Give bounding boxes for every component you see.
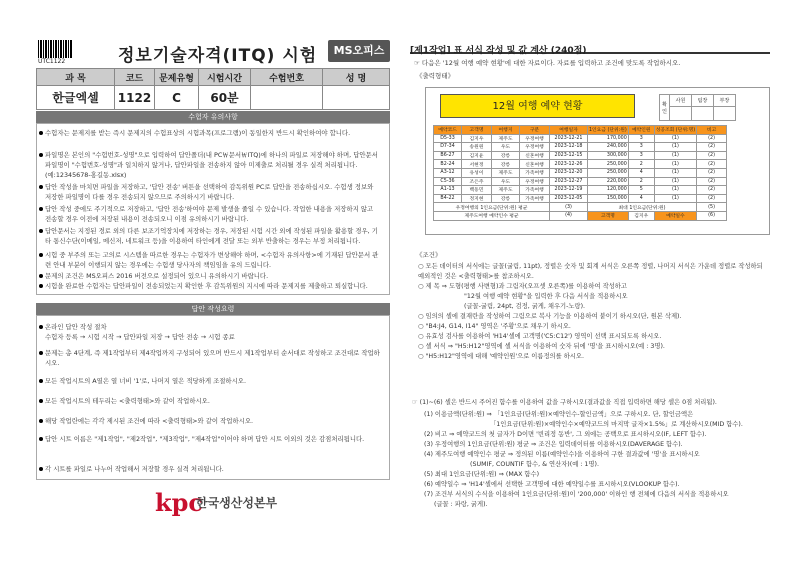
- table-cell: (2): [697, 151, 727, 160]
- table-cell: 강릉: [492, 194, 520, 203]
- table-cell: 제주도: [492, 134, 520, 143]
- column-header: 성공조회 (단위:명): [654, 126, 696, 135]
- info-value: C: [155, 86, 199, 110]
- column-header: 예약인원: [628, 126, 654, 135]
- func-item: (3) 우정여행의 1인요금(단위:원) 평균 ⇒ 조건은 입력데이터를 이용하시오(DAVERAGE 함수).: [424, 441, 683, 448]
- table-cell: 2023-12-19: [550, 186, 588, 195]
- answer-item: 각 시트를 파일로 나누어 작업해서 저장할 경우 실격 처리됩니다.: [45, 464, 380, 474]
- table-cell: 4: [628, 168, 654, 177]
- table-row: [434, 186, 727, 195]
- info-value: [251, 86, 323, 110]
- footer-cell: (3): [550, 203, 588, 212]
- table-cell: (1): [654, 151, 696, 160]
- column-header: 여행일자: [550, 126, 588, 135]
- info-header: 시험시간: [199, 69, 251, 86]
- table-cell: (1): [654, 160, 696, 169]
- table-cell: 2023-12-26: [550, 160, 588, 169]
- func-item: (2) 비고 ⇒ 예약코드의 첫 글자가 D이면 '빈리정 동반', 그 외에는 공백으로 표시하시오(IF, LEFT 함수).: [424, 431, 707, 438]
- footer-cell: 제주도여행 예약인수 평균: [434, 211, 550, 220]
- answer-box: [36, 315, 390, 480]
- table-cell: 신혼여행: [520, 151, 550, 160]
- footer-row: [434, 203, 727, 212]
- table-cell: 170,000: [588, 134, 629, 143]
- table-cell: 4: [628, 194, 654, 203]
- table-cell: B4-22: [434, 194, 462, 203]
- table-cell: 240,000: [588, 143, 629, 152]
- table-cell: D7-34: [434, 143, 462, 152]
- kpc-logo: kpc: [155, 488, 204, 517]
- task-title: [제1작업] 표 서식 작성 및 값 계산 (240점): [410, 46, 587, 56]
- table-cell: 서현정: [462, 160, 492, 169]
- answer-item: 답안 시트 이름은 "제1작업", "제2작업", "제3작업", "제4작업"이어야 하며 답안 시트 이외의 것은 감점처리됩니다.: [45, 434, 380, 444]
- table-cell: 백동민: [462, 186, 492, 195]
- table-cell: A1-13: [434, 186, 462, 195]
- table-row: [434, 168, 727, 177]
- func-item: (5) 최대 1인요금(단위:원) ⇒ (MAX 함수): [424, 471, 540, 478]
- table-cell: 2: [628, 160, 654, 169]
- table-cell: 2023-12-15: [550, 151, 588, 160]
- column-header: 여행지: [492, 126, 520, 135]
- info-header: 수험번호: [251, 69, 323, 86]
- table-cell: 우정여행: [520, 143, 550, 152]
- table-cell: 우도: [492, 177, 520, 186]
- table-cell: 220,000: [588, 177, 629, 186]
- table-cell: 250,000: [588, 168, 629, 177]
- answer-item: 온라인 답안 작성 절차 수험자 등록 → 시험 시작 → 답안파일 저장 → 답안 전송 → 시험 종료: [45, 322, 380, 342]
- approval-head: 사원: [670, 95, 692, 107]
- table-cell: (1): [654, 194, 696, 203]
- condition-item: ○ 유효성 검사를 이용하여 'H14'셀에 고객명('C5:C12') 영역이 선택 표시되도록 하시오.: [418, 333, 662, 340]
- column-header: 구분: [520, 126, 550, 135]
- header-row: [434, 126, 727, 135]
- table-cell: 2023-12-27: [550, 177, 588, 186]
- function-list: [424, 410, 774, 510]
- table-cell: 2023-12-21: [550, 134, 588, 143]
- conditions-label: 《조건》: [416, 251, 442, 259]
- info-header: 과 목: [37, 69, 115, 86]
- table-cell: 가족여행: [520, 194, 550, 203]
- table-cell: C5-36: [434, 177, 462, 186]
- table-cell: 제주도: [492, 186, 520, 195]
- table-cell: 정지현: [462, 194, 492, 203]
- output-sheet: [425, 87, 770, 235]
- notice-item: 문제의 조건은 MS오피스 2016 버전으로 설정되어 있으니 유의하시기 바랍니다.: [45, 271, 380, 281]
- info-header: 성 명: [323, 69, 390, 86]
- table-cell: (2): [697, 194, 727, 203]
- table-row: [434, 143, 727, 152]
- table-cell: 김지윤: [462, 151, 492, 160]
- notice-item: 답안 작성을 마치면 파일을 저장하고, '답안 전송' 버튼을 선택하여 감독위원 PC로 답안을 전송하십시오. 수험생 정보와 저장한 파일명이 다를 경우 전송되지 않으므로 주의하시기 바랍니다.: [45, 182, 380, 202]
- table-cell: 3: [628, 143, 654, 152]
- condition-item: ○ "H5:H12"영역에 대해 '예약인원'으로 이름정의를 하시오.: [418, 353, 584, 360]
- condition-item: ○ 셀 서식 ⇒ "H5:H12"영역에 셀 서식을 이용하여 숫자 뒤에 '명'을 표시하시오(예 : 3명).: [418, 343, 665, 350]
- table-cell: 120,000: [588, 186, 629, 195]
- table-cell: 우정여행: [520, 177, 550, 186]
- func-item: (1) 이용금액(단위:원) ⇒ 「1인요금(단위:원)×예약인수-할인금액」으로 구하시오. 단, 할인금액은: [424, 411, 694, 418]
- notice-item: 파일명은 본인의 "수험번호-성명"으로 입력하여 답안폴더(내 PC￦문서￦ITQ)에 하나의 파일로 저장해야 하며, 답안문서 파일명이 "수험번호-성명"과 일치하지 않거나, 답안파일을 전송하지 않아 미제출로 처리될 경우 실격 처리됩니다.(예:12345678-홍길동.xlsx): [45, 150, 380, 180]
- table-row: [434, 194, 727, 203]
- table-cell: 김지우: [462, 134, 492, 143]
- table-cell: 제주도: [492, 168, 520, 177]
- column-header: 예약코드: [434, 126, 462, 135]
- org-name: 한국생산성본부: [196, 496, 278, 510]
- table-cell: A3-12: [434, 168, 462, 177]
- table-row: [434, 151, 727, 160]
- approval-head: 팀장: [692, 95, 714, 107]
- func-item: (4) 제주도여행 예약인수 평균 ⇒ 정의된 이름(예약인수)을 이용하여 구한 결과값에 '명'을 표시하시오: [424, 451, 700, 458]
- table-cell: 우도: [492, 143, 520, 152]
- footer-cell: (6): [697, 211, 727, 220]
- table-row: [434, 160, 727, 169]
- table-cell: (2): [697, 168, 727, 177]
- table-cell: 송원원: [462, 143, 492, 152]
- approval-head: 부장: [714, 95, 736, 107]
- table-cell: (1): [654, 177, 696, 186]
- conditions-list: [418, 262, 770, 362]
- table-cell: (2): [697, 160, 727, 169]
- table-cell: 신혼여행: [520, 160, 550, 169]
- footer-cell: 우정여행의 1인요금(단위:원) 평균: [434, 203, 550, 212]
- output-label: 《출력형태》: [416, 72, 455, 80]
- footer-cell: 김지우: [628, 211, 654, 220]
- task-header: [410, 38, 770, 54]
- exam-title: 정보기술자격(ITQ) 시험: [118, 46, 318, 66]
- notice-title: 수험자 유의사항: [36, 111, 390, 123]
- answer-title: 답안 작성요령: [36, 303, 390, 315]
- notice-item: 수험자는 문제지를 받는 즉시 문제지의 수험표상의 시험과목(프로그램)이 동일한지 반드시 확인하여야 합니다.: [45, 128, 380, 138]
- table-cell: 2023-12-20: [550, 168, 588, 177]
- condition-item: ○ 임의의 셀에 결재란을 작성하여 그림으로 복사 기능을 이용하여 붙이기 하시오(단, 원본 삭제).: [418, 313, 682, 320]
- info-value: 한글엑셀: [37, 86, 115, 110]
- footer-cell: 예약일수: [654, 211, 696, 220]
- footer-cell: (5): [697, 203, 727, 212]
- table-cell: 유성이: [462, 168, 492, 177]
- condition-item: ○ 제 목 ⇒ 도형(평행 사변형)과 그림자(오프셋 오른쪽)를 이용하여 작성하고: [418, 283, 627, 290]
- func-item: (6) 예약일수 ⇒ 'H14'셀에서 선택한 고객명에 대한 예약일수를 표시하시오(VLOOKUP 함수).: [424, 481, 680, 488]
- approval-label: 확인: [660, 95, 670, 121]
- table-cell: 3: [628, 134, 654, 143]
- footer-cell: 최대 1인요금(단위:원): [588, 203, 697, 212]
- notice-item: 답안문서는 지정된 경로 외의 다른 보조기억장치에 저장하는 경우, 저장된 시험 시간 외에 작성된 파일을 활용할 경우, 기타 통신수단(이메일, 메신저, 네트워크 등)을 이용하여 타인에게 전달 또는 외부 반출하는 경우는 부정 처리됩니다.: [45, 226, 380, 246]
- func-item: (SUMIF, COUNTIF 함수, & 연산자)(예 : 1명).: [470, 461, 599, 468]
- func-item: (글꼴 : 파랑, 굵게).: [434, 501, 488, 508]
- info-value: 1122: [115, 86, 155, 110]
- table-cell: 3: [628, 151, 654, 160]
- table-cell: 2: [628, 177, 654, 186]
- info-header: 문제유형: [155, 69, 199, 86]
- table-cell: (1): [654, 143, 696, 152]
- column-header: 1인요금 (단위:원): [588, 126, 629, 135]
- reservation-table: [433, 125, 727, 221]
- office-badge: MS오피스: [328, 40, 390, 62]
- table-cell: (2): [697, 186, 727, 195]
- table-cell: 강릉: [492, 151, 520, 160]
- task-intro: ☞ 다음은 '12월 여행 예약 현황'에 대한 자료이다. 자료를 입력하고 조건에 맞도록 작업하시오.: [414, 59, 681, 67]
- table-cell: 300,000: [588, 151, 629, 160]
- table-cell: 2023-12-18: [550, 143, 588, 152]
- table-cell: 250,000: [588, 160, 629, 169]
- exam-info-table: [36, 68, 390, 110]
- table-row: [434, 177, 727, 186]
- table-cell: (1): [654, 186, 696, 195]
- table-cell: 2023-12-05: [550, 194, 588, 203]
- condition-item: "12월 여행 예약 현황"을 입력한 후 다음 서식을 적용하시오: [464, 293, 628, 300]
- condition-item: (글꼴-굴림, 24pt, 검정, 굵게, 채우기-노랑).: [464, 303, 586, 310]
- table-cell: 조은주: [462, 177, 492, 186]
- footer-cell: (4): [550, 211, 588, 220]
- approval-cell: [670, 107, 692, 121]
- table-cell: 가족여행: [520, 168, 550, 177]
- answer-item: 모든 작업시트의 테두리는 <출력형태>와 같이 작업하시오.: [45, 396, 380, 406]
- notice-item: 답안 작성 중에도 주기적으로 저장하고, '답안 전송'하여야 문제 발생을 줄일 수 있습니다. 작업한 내용을 저장하지 않고 전송할 경우 이전에 저장된 내용이 전송되오니 이점 유의하시기 바랍니다.: [45, 204, 380, 224]
- barcode-text: UTC1122: [38, 58, 66, 65]
- table-cell: 가족여행: [520, 186, 550, 195]
- condition-item: ○ "B4:J4, G14, I14" 영역은 '주황'으로 채우기 하시오.: [418, 323, 571, 330]
- table-cell: 강릉: [492, 160, 520, 169]
- func-item: (7) 조건부 서식의 수식을 이용하여 1인요금(단위:원)이 '200,000' 이하인 행 전체에 다음의 서식을 적용하시오: [424, 491, 729, 498]
- table-cell: (1): [654, 168, 696, 177]
- table-cell: D5-33: [434, 134, 462, 143]
- approval-box: [659, 94, 736, 121]
- column-header: 고객명: [462, 126, 492, 135]
- notice-box: [36, 123, 390, 295]
- footer-row: [434, 211, 727, 220]
- func-item: 「1인요금(단위:원)×예약인수×예약코드의 마지막 글자×1.5%」로 계산하시오(MID 함수).: [490, 421, 743, 428]
- table-row: [434, 134, 727, 143]
- table-cell: B2-24: [434, 160, 462, 169]
- info-value: [323, 86, 390, 110]
- notice-item: 시험 중 부주의 또는 고의로 시스템을 따르한 경우는 수험자가 변상해야 하며, <수험자 유의사항>에 기재된 답안문서 관련 안내 부분이 이행되지 않는 경우에는 수험생 당사자의 책임임을 유의 드립니다.: [45, 251, 379, 269]
- function-note: ☞ (1)~(6) 셀은 반드시 주어진 함수를 이용하여 값을 구하시오(결과값을 직접 입력하면 해당 셀은 0점 처리됨).: [412, 399, 717, 406]
- info-header: 코드: [115, 69, 155, 86]
- column-header: 비고: [697, 126, 727, 135]
- barcode: [38, 40, 72, 58]
- condition-item: ○ 모든 데이터의 서식에는 글꼴(굴림, 11pt), 정렬은 숫자 및 회계 서식은 오른쪽 정렬, 나머지 서식은 가운데 정렬로 작성하되 예외적인 것은 <출력형태>를 참조하시오.: [418, 263, 763, 280]
- sheet-banner: 12월 여행 예약 현황: [440, 94, 635, 118]
- table-cell: (2): [697, 143, 727, 152]
- table-cell: 우정여행: [520, 134, 550, 143]
- table-cell: (2): [697, 177, 727, 186]
- approval-cell: [714, 107, 736, 121]
- table-cell: 5: [628, 186, 654, 195]
- notice-item: 시험을 완료한 수험자는 답안파일이 전송되었는지 확인한 후 감독위원의 지시에 따라 문제지를 제출하고 퇴실합니다.: [45, 281, 380, 291]
- table-cell: B6-27: [434, 151, 462, 160]
- approval-cell: [692, 107, 714, 121]
- table-cell: 150,000: [588, 194, 629, 203]
- table-cell: (1): [654, 134, 696, 143]
- answer-item: 모든 작업시트의 A열은 열 너비 '1'로, 나머지 열은 적당하게 조절하시오.: [45, 376, 380, 386]
- table-cell: (2): [697, 134, 727, 143]
- footer-cell: 고객명: [588, 211, 629, 220]
- answer-item: 해당 작업란에는 각각 제시된 조건에 따라 <출력형태>와 같이 작업하시오.: [45, 416, 380, 426]
- info-value: 60분: [199, 86, 251, 110]
- answer-item: 문제는 총 4단계, 즉 제1작업부터 제4작업까지 구성되어 있으며 반드시 제1작업부터 순서대로 작성하고 조건대로 작업하시오.: [45, 349, 380, 367]
